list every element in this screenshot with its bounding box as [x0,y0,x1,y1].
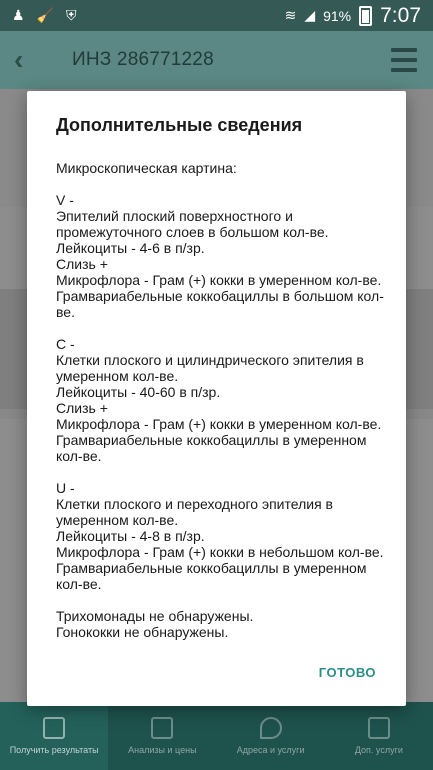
hamburger-line [391,58,417,62]
done-button[interactable]: ГОТОВО [318,665,376,680]
nav-label: Адреса и услуги [236,745,305,755]
clock: 7:07 [380,3,421,27]
nav-label: Анализы и цены [128,745,197,755]
battery-percent: 91% [323,7,352,24]
nav-item-analyses[interactable] [108,702,216,770]
nav-label: Получить результаты [9,745,99,755]
app-header [0,31,433,89]
flask-icon [151,717,173,739]
map-pin-icon [260,717,282,739]
medical-kit-icon [368,717,390,739]
back-button[interactable] [14,44,54,76]
battery-icon [359,6,372,26]
nav-item-addresses[interactable] [217,702,325,770]
wifi-icon: ≋ [284,7,297,23]
notification-icon: ♟ [12,7,25,23]
nav-item-extra-services[interactable] [325,702,433,770]
hamburger-menu-icon [391,48,417,52]
signal-icon: ◢ [304,7,316,23]
nav-item-results[interactable] [0,702,108,770]
cleaner-icon: 🧹 [36,7,54,23]
dialog-body: Микроскопическая картина: V - Эпителий плоский поверхностного и промежуточного слоев в большом кол-ве. Лейкоциты - 4-6 в п/зр. Слизь + Микрофлора - Грам (+) кокки в умеренном кол-ве. Грамвариабельные коккобациллы в большом кол-ве. C - Клетки плоского и цилиндрического эпителия в умеренном кол-ве. Лейкоциты - 40-60 в п/зр. Слизь + Микрофлора - Грам (+) кокки в умеренном кол-ве. Грамвариабельные коккобациллы в умеренном кол-ве. U - Клетки плоского и переходного эпителия в умеренном кол-ве. Лейкоциты - 4-8 в п/зр. Микрофлора - Грам (+) кокки в небольшом кол-ве. Грамвариабельные коккобациллы в умеренном кол-ве. Трихомонады не обнаружены. Гонококки не обнаружены. [56,160,384,640]
bottom-navigation [0,702,433,770]
shield-icon: ⛨ [66,7,77,23]
additional-info-dialog [27,91,406,706]
status-bar [0,0,433,31]
page-title: ИНЗ 286771228 [72,49,214,70]
dialog-title: Дополнительные сведения [56,115,303,135]
nav-label: Доп. услуги [354,745,403,755]
hamburger-line [391,68,417,72]
documents-icon [43,717,65,739]
chevron-left-icon: ‹ [14,44,24,75]
menu-button[interactable] [391,48,417,72]
